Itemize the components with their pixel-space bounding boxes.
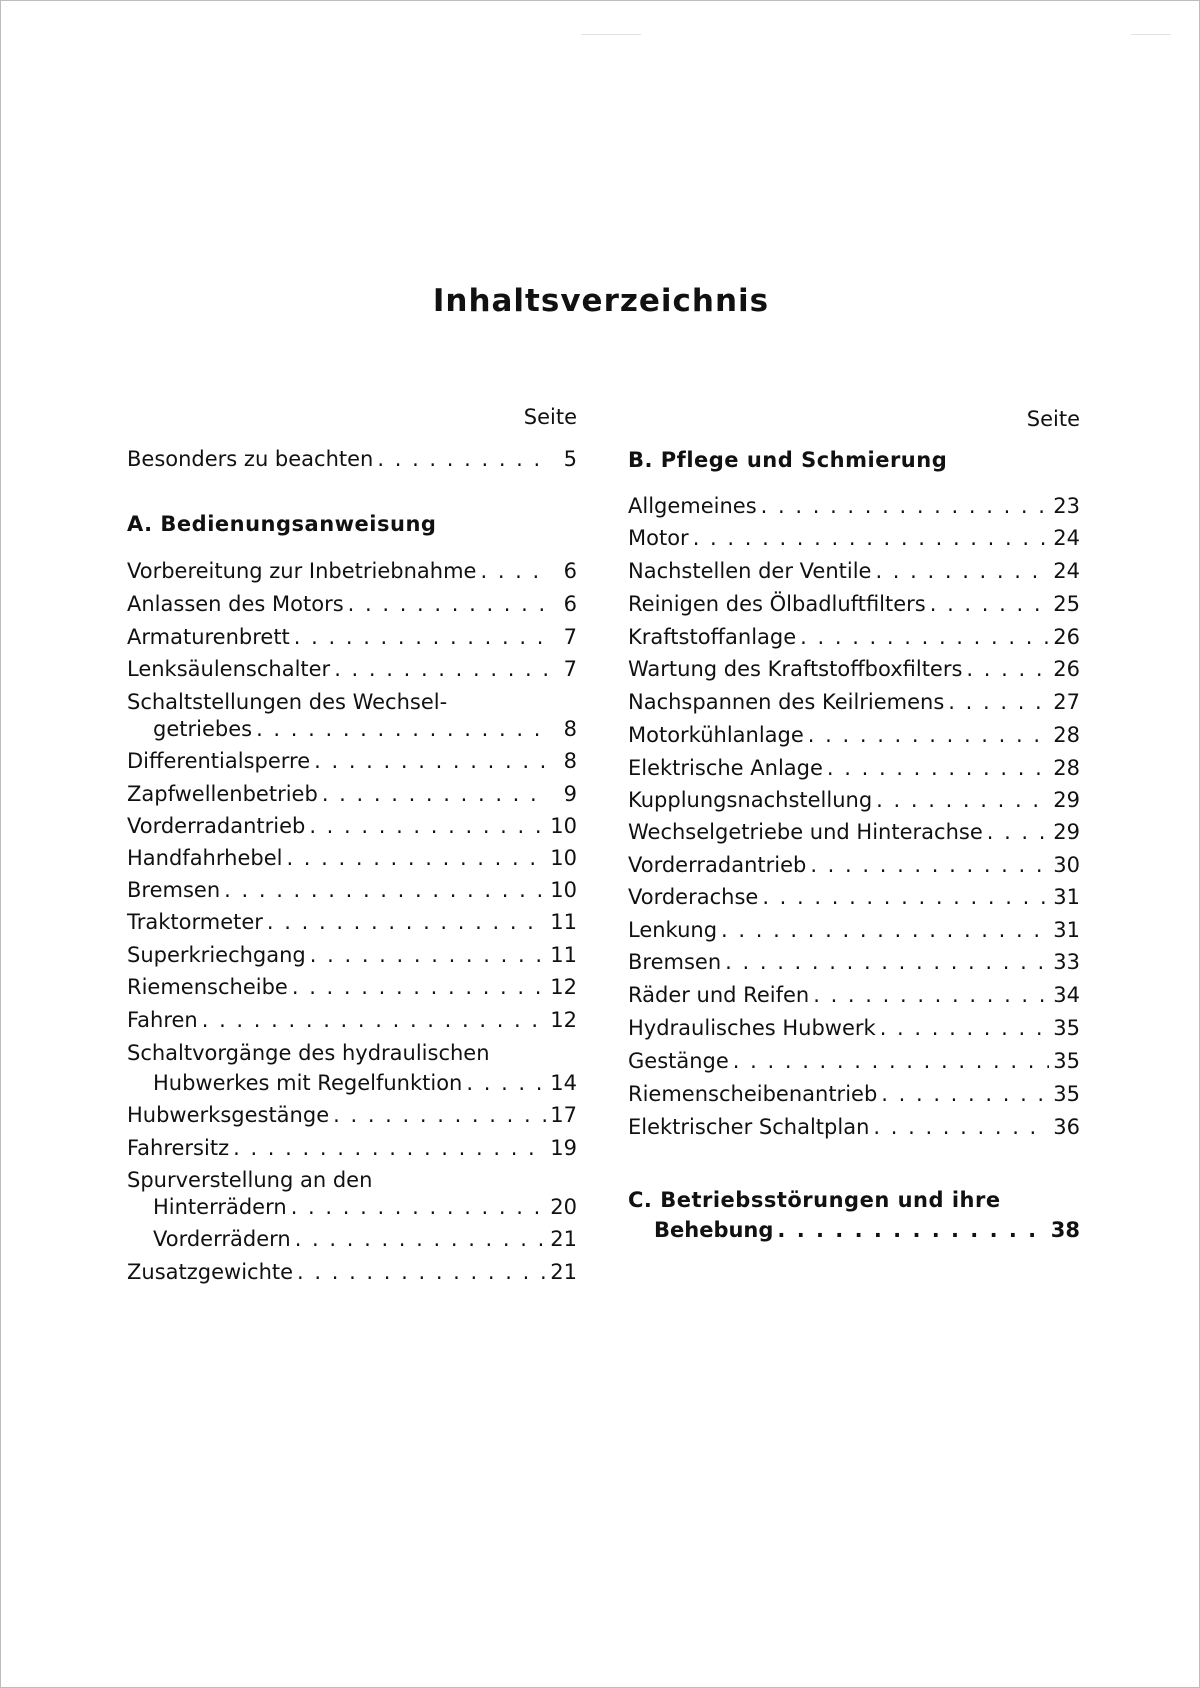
toc-entry <box>127 654 577 684</box>
toc-entry-page: 34 <box>1053 983 1080 1007</box>
toc-entry <box>628 589 1080 619</box>
toc-entry-page: 8 <box>563 749 577 773</box>
toc-entry-label: Vorderrädern <box>153 1227 291 1251</box>
toc-entry-label: Handfahrhebel <box>127 846 283 870</box>
toc-entry <box>127 1100 577 1130</box>
toc-entry-page: 27 <box>1053 690 1080 714</box>
toc-entry-label: Allgemeines <box>628 494 757 518</box>
toc-entry-label: Kraftstoffanlage <box>628 625 797 649</box>
leader-dots <box>876 785 1049 815</box>
toc-entry <box>127 1257 577 1287</box>
toc-entry-page: 20 <box>550 1195 577 1219</box>
toc-entry-label: Motorkühlanlage <box>628 723 804 747</box>
toc-entry <box>127 687 577 717</box>
toc-entry <box>127 875 577 905</box>
toc-entry-label: Riemenscheibe <box>127 975 288 999</box>
leader-dots <box>294 622 549 652</box>
toc-entry-label: getriebes <box>153 717 253 741</box>
toc-entry <box>127 622 577 652</box>
toc-entry <box>628 720 1080 750</box>
leader-dots <box>267 907 546 937</box>
toc-entry-page: 24 <box>1053 526 1080 550</box>
toc-entry-page: 33 <box>1053 950 1080 974</box>
toc-entry-page: 36 <box>1053 1115 1080 1139</box>
leader-dots <box>808 720 1049 750</box>
toc-entry-page: 35 <box>1053 1016 1080 1040</box>
toc-entry-label: Riemenscheibenantrieb <box>628 1082 878 1106</box>
toc-entry-page: 14 <box>550 1071 577 1095</box>
leader-dots <box>256 714 549 744</box>
leader-dots <box>334 654 549 684</box>
leader-dots <box>292 972 546 1002</box>
seite-label: Seite <box>1026 407 1080 431</box>
toc-entry <box>628 687 1080 717</box>
leader-dots <box>827 753 1049 783</box>
toc-entry-page: 6 <box>563 592 577 616</box>
toc-entry <box>628 556 1080 586</box>
leader-dots <box>693 523 1050 553</box>
leader-dots <box>948 687 1049 717</box>
toc-entry-label: Schaltstellungen des Wechsel- <box>127 690 448 714</box>
toc-entry-page: 17 <box>550 1103 577 1127</box>
toc-entry <box>628 1079 1080 1109</box>
toc-entry <box>628 882 1080 912</box>
toc-entry-label: Nachspannen des Keilriemens <box>628 690 945 714</box>
toc-entry-label: Hinterrädern <box>153 1195 287 1219</box>
leader-dots <box>314 746 549 776</box>
toc-entry <box>127 714 577 744</box>
leader-dots <box>777 1215 1046 1245</box>
toc-entry <box>628 622 1080 652</box>
section-heading-c: C. Betriebsstörungen und ihre <box>628 1188 1001 1212</box>
leader-dots <box>480 556 549 586</box>
toc-entry-page: 31 <box>1053 885 1080 909</box>
toc-entry-page: 6 <box>563 559 577 583</box>
leader-dots <box>322 779 549 809</box>
toc-entry-page: 10 <box>550 878 577 902</box>
toc-entry-page: 24 <box>1053 559 1080 583</box>
leader-dots <box>466 1068 546 1098</box>
toc-entry-page: 10 <box>550 814 577 838</box>
toc-entry <box>127 972 577 1002</box>
leader-dots <box>309 811 546 841</box>
toc-entry <box>628 915 1080 945</box>
toc-entry <box>628 1046 1080 1076</box>
toc-entry <box>127 811 577 841</box>
toc-entry-label: Traktormeter <box>127 910 263 934</box>
toc-entry-page: 10 <box>550 846 577 870</box>
toc-entry <box>127 1068 577 1098</box>
toc-entry-page: 35 <box>1053 1049 1080 1073</box>
toc-entry-label: Vorderradantrieb <box>628 853 807 877</box>
toc-entry-page: 7 <box>563 625 577 649</box>
leader-dots <box>881 1079 1049 1109</box>
section-heading-a: A. Bedienungsanweisung <box>127 512 437 536</box>
toc-entry-label: Hubwerksgestänge <box>127 1103 330 1127</box>
toc-entry-label: Schaltvorgänge des hydraulischen <box>127 1041 490 1065</box>
toc-entry-label: Armaturenbrett <box>127 625 290 649</box>
leader-dots <box>224 875 546 905</box>
toc-entry-label: Bremsen <box>628 950 722 974</box>
scan-mark <box>1131 34 1171 35</box>
toc-entry-label: Gestänge <box>628 1049 729 1073</box>
toc-entry <box>628 980 1080 1010</box>
toc-entry-page: 11 <box>550 910 577 934</box>
toc-entry <box>628 491 1080 521</box>
leader-dots <box>762 882 1049 912</box>
toc-entry-page: 29 <box>1053 788 1080 812</box>
toc-entry <box>628 753 1080 783</box>
toc-entry <box>127 907 577 937</box>
toc-entry-label: Elektrischer Schaltplan <box>628 1115 870 1139</box>
leader-dots <box>966 654 1049 684</box>
toc-entry <box>127 556 577 586</box>
toc-entry-page: 29 <box>1053 820 1080 844</box>
leader-dots <box>202 1005 547 1035</box>
toc-entry-page: 21 <box>550 1227 577 1251</box>
toc-entry <box>127 1005 577 1035</box>
toc-entry <box>127 1192 577 1222</box>
leader-dots <box>761 491 1050 521</box>
toc-entry <box>127 1133 577 1163</box>
leader-dots <box>987 817 1050 847</box>
toc-entry <box>628 523 1080 553</box>
toc-entry-label: Bremsen <box>127 878 221 902</box>
toc-entry <box>127 843 577 873</box>
toc-entry-label: Besonders zu beachten <box>127 447 374 471</box>
toc-entry <box>628 1112 1080 1142</box>
toc-entry-label: Spurverstellung an den <box>127 1168 373 1192</box>
toc-entry-page: 11 <box>550 943 577 967</box>
toc-entry-page: 5 <box>563 447 577 471</box>
toc-entry-page: 31 <box>1053 918 1080 942</box>
toc-entry-page: 7 <box>563 657 577 681</box>
toc-entry-page: 25 <box>1053 592 1080 616</box>
toc-entry <box>628 654 1080 684</box>
toc-entry-label: Vorbereitung zur Inbetriebnahme <box>127 559 477 583</box>
toc-entry-page: 9 <box>563 782 577 806</box>
leader-dots <box>810 850 1049 880</box>
toc-entry-label: Hydraulisches Hubwerk <box>628 1016 876 1040</box>
toc-entry-page: 38 <box>1050 1218 1080 1242</box>
toc-entry <box>127 746 577 776</box>
leader-dots <box>880 1013 1050 1043</box>
leader-dots <box>875 556 1049 586</box>
leader-dots <box>233 1133 546 1163</box>
toc-entry-page: 26 <box>1053 657 1080 681</box>
toc-entry-label: Behebung <box>654 1218 774 1242</box>
leader-dots <box>377 444 549 474</box>
toc-entry-label: Elektrische Anlage <box>628 756 823 780</box>
leader-dots <box>297 1257 546 1287</box>
toc-entry-label: Zusatzgewichte <box>127 1260 294 1284</box>
toc-entry-label: Zapfwellenbetrieb <box>127 782 318 806</box>
toc-entry <box>127 1038 577 1068</box>
toc-entry-page: 26 <box>1053 625 1080 649</box>
toc-entry-page: 12 <box>550 975 577 999</box>
toc-entry-label: Wartung des Kraftstoffboxfilters <box>628 657 963 681</box>
leader-dots <box>295 1224 547 1254</box>
toc-entry <box>127 1165 577 1195</box>
leader-dots <box>930 589 1050 619</box>
toc-entry-page: 21 <box>550 1260 577 1284</box>
toc-entry-label: Lenkung <box>628 918 718 942</box>
leader-dots <box>873 1112 1049 1142</box>
toc-entry-page: 30 <box>1053 853 1080 877</box>
toc-entry-label: Wechselgetriebe und Hinterachse <box>628 820 983 844</box>
toc-entry-label: Hubwerkes mit Regelfunktion <box>153 1071 463 1095</box>
toc-entry <box>127 589 577 619</box>
leader-dots <box>291 1192 547 1222</box>
seite-label: Seite <box>523 405 577 429</box>
toc-entry <box>628 785 1080 815</box>
toc-entry <box>628 947 1080 977</box>
toc-entry <box>628 850 1080 880</box>
section-heading-b: B. Pflege und Schmierung <box>628 448 948 472</box>
leader-dots <box>333 1100 546 1130</box>
leader-dots <box>310 940 546 970</box>
toc-entry-label: Superkriechgang <box>127 943 306 967</box>
toc-entry-page: 19 <box>550 1136 577 1160</box>
toc-entry <box>628 1215 1080 1245</box>
toc-entry-label: Reinigen des Ölbadluftfilters <box>628 592 926 616</box>
toc-entry <box>628 1013 1080 1043</box>
leader-dots <box>725 947 1049 977</box>
toc-entry-page: 8 <box>563 717 577 741</box>
toc-entry-label: Motor <box>628 526 689 550</box>
leader-dots <box>800 622 1049 652</box>
toc-entry-label: Vorderradantrieb <box>127 814 306 838</box>
toc-entry <box>127 940 577 970</box>
toc-entry-label: Fahren <box>127 1008 198 1032</box>
toc-entry <box>127 444 577 474</box>
leader-dots <box>286 843 546 873</box>
toc-entry-label: Nachstellen der Ventile <box>628 559 872 583</box>
toc-entry-label: Vorderachse <box>628 885 759 909</box>
toc-entry-label: Räder und Reifen <box>628 983 810 1007</box>
toc-entry-label: Lenksäulenschalter <box>127 657 331 681</box>
toc-entry <box>127 779 577 809</box>
toc-entry-page: 23 <box>1053 494 1080 518</box>
toc-entry <box>127 1224 577 1254</box>
leader-dots <box>348 589 549 619</box>
toc-entry <box>628 817 1080 847</box>
toc-entry-label: Differentialsperre <box>127 749 311 773</box>
toc-entry-page: 35 <box>1053 1082 1080 1106</box>
scan-mark <box>581 34 641 35</box>
toc-entry-label: Kupplungsnachstellung <box>628 788 873 812</box>
page-title: Inhaltsverzeichnis <box>432 283 770 319</box>
toc-entry-label: Anlassen des Motors <box>127 592 344 616</box>
toc-entry-page: 12 <box>550 1008 577 1032</box>
leader-dots <box>813 980 1049 1010</box>
toc-entry-page: 28 <box>1053 723 1080 747</box>
toc-entry-page: 28 <box>1053 756 1080 780</box>
leader-dots <box>721 915 1049 945</box>
toc-entry-label: Fahrersitz <box>127 1136 230 1160</box>
leader-dots <box>733 1046 1049 1076</box>
